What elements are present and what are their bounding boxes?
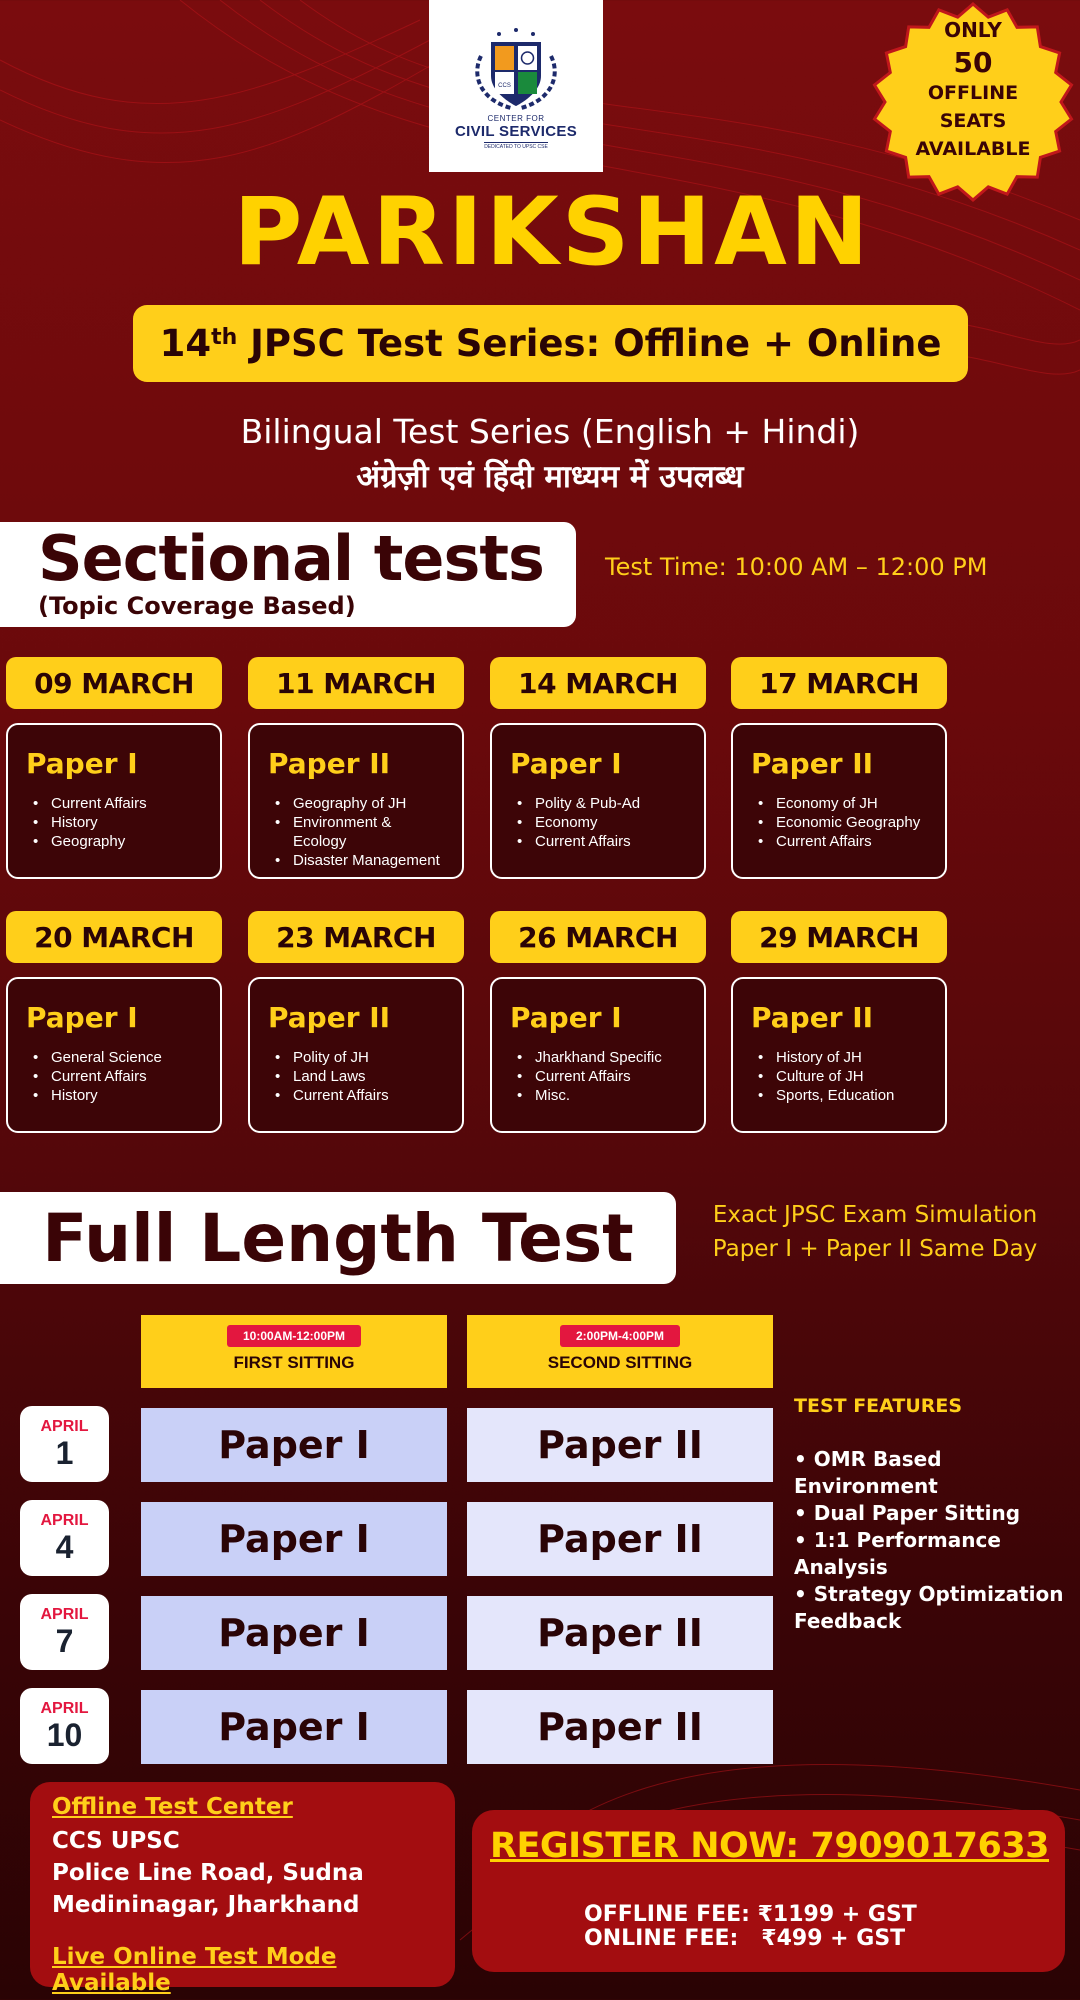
offline-center-box xyxy=(30,1782,455,1996)
card-topic: • Current Affairs xyxy=(26,1067,202,1086)
sectional-date-pill: 20 MARCH xyxy=(6,911,222,963)
second-sitting-time: 2:00PM-4:00PM xyxy=(560,1325,680,1347)
card-topic: • History of JH xyxy=(751,1048,927,1067)
logo-tagline: DEDICATED TO UPSC CSE xyxy=(484,144,548,150)
exact-line-2: Paper I + Paper II Same Day xyxy=(712,1236,1038,1262)
card-topic: • Disaster Management xyxy=(268,851,444,870)
calendar-month: APRIL xyxy=(40,1700,89,1717)
calendar-date xyxy=(20,1688,109,1764)
series-superscript: th xyxy=(211,325,238,350)
seats-seal-text xyxy=(855,18,1080,163)
full-length-heading xyxy=(0,1192,676,1284)
feature-item: • 1:1 Performance Analysis xyxy=(794,1528,1001,1579)
card-topic: • Economy xyxy=(510,813,686,832)
logo xyxy=(429,0,603,172)
card-topic: • Economy of JH xyxy=(751,794,927,813)
calendar-day: 10 xyxy=(46,1717,83,1753)
card-topic: • Land Laws xyxy=(268,1067,444,1086)
exact-line-1: Exact JPSC Exam Simulation xyxy=(712,1202,1038,1228)
card-paper-title: Paper I xyxy=(510,1001,622,1034)
calendar-day: 7 xyxy=(55,1623,74,1659)
card-topic-list xyxy=(751,1048,927,1105)
card-topic: • History xyxy=(26,813,202,832)
card-topic: • Sports, Education xyxy=(751,1086,927,1105)
first-sitting-time: 10:00AM-12:00PM xyxy=(227,1325,361,1347)
series-number: 14 xyxy=(159,322,212,365)
first-sitting-label: FIRST SITTING xyxy=(233,1353,355,1372)
card-topic: • Economic Geography xyxy=(751,813,927,832)
sectional-test-card xyxy=(731,723,947,879)
card-topic: • Culture of JH xyxy=(751,1067,927,1086)
seal-seats: SEATS xyxy=(939,110,1007,132)
card-topic: • General Science xyxy=(26,1048,202,1067)
center-address-2: Medininagar, Jharkhand xyxy=(52,1892,360,1918)
calendar-day: 4 xyxy=(55,1529,74,1565)
sectional-test-card xyxy=(490,977,706,1133)
calendar-day: 1 xyxy=(55,1435,74,1471)
full-length-title: Full Length Test xyxy=(42,1200,634,1277)
offline-fee: OFFLINE FEE: ₹1199 + GST xyxy=(584,1902,917,1927)
card-topic: • Current Affairs xyxy=(751,832,927,851)
card-topic: • History xyxy=(26,1086,202,1105)
feature-item: • Strategy Optimization Feedback xyxy=(794,1582,1064,1633)
second-sitting-label: SECOND SITTING xyxy=(547,1353,693,1372)
card-topic-list xyxy=(268,794,444,870)
sectional-test-card xyxy=(248,977,464,1133)
card-topic: • Polity & Pub-Ad xyxy=(510,794,686,813)
second-sitting-paper: Paper II xyxy=(467,1502,773,1576)
card-paper-title: Paper II xyxy=(751,1001,874,1034)
card-topic-list xyxy=(751,794,927,851)
card-paper-title: Paper I xyxy=(510,747,622,780)
first-sitting-paper: Paper I xyxy=(141,1596,447,1670)
seal-only: ONLY xyxy=(944,18,1002,42)
sectional-date-pill: 17 MARCH xyxy=(731,657,947,709)
sectional-test-card xyxy=(490,723,706,879)
sectional-title: Sectional tests xyxy=(38,522,544,595)
test-features-list xyxy=(794,1446,1074,1635)
second-sitting-paper: Paper II xyxy=(467,1690,773,1764)
sectional-test-card xyxy=(248,723,464,879)
sectional-date-pill: 11 MARCH xyxy=(248,657,464,709)
card-paper-title: Paper II xyxy=(268,1001,391,1034)
calendar-month: APRIL xyxy=(40,1512,89,1529)
card-topic-list xyxy=(26,794,202,851)
seal-number: 50 xyxy=(953,46,993,79)
center-address-1: Police Line Road, Sudna xyxy=(52,1860,364,1886)
sectional-test-card xyxy=(731,977,947,1133)
online-mode-link[interactable]: Live Online Test Mode Available xyxy=(52,1944,337,1996)
sectional-tests-heading xyxy=(0,522,576,627)
sectional-date-pill: 23 MARCH xyxy=(248,911,464,963)
exam-simulation-text xyxy=(680,1198,1070,1266)
feature-item: • OMR Based Environment xyxy=(794,1447,942,1498)
card-topic-list xyxy=(510,794,686,851)
bilingual-text: Bilingual Test Series (English + Hindi) xyxy=(240,412,860,451)
card-topic: • Geography of JH xyxy=(268,794,444,813)
sectional-date-pill: 26 MARCH xyxy=(490,911,706,963)
logo-center-for: CENTER FOR xyxy=(487,114,545,123)
sectional-test-card xyxy=(6,723,222,879)
feature-item: • Dual Paper Sitting xyxy=(794,1501,1021,1525)
first-sitting-header xyxy=(141,1315,447,1388)
calendar-date xyxy=(20,1594,109,1670)
card-paper-title: Paper II xyxy=(268,747,391,780)
card-topic: • Current Affairs xyxy=(268,1086,444,1105)
emblem-ccs-text: CCS xyxy=(498,83,511,89)
hindi-text: अंग्रेज़ी एवं हिंदी माध्यम में उपलब्ध xyxy=(356,459,744,495)
test-features-heading: TEST FEATURES xyxy=(794,1395,963,1417)
card-topic: • Polity of JH xyxy=(268,1048,444,1067)
calendar-month: APRIL xyxy=(40,1418,89,1435)
card-topic-list xyxy=(26,1048,202,1105)
sectional-test-card xyxy=(6,977,222,1133)
test-time: Test Time: 10:00 AM – 12:00 PM xyxy=(605,553,988,581)
card-topic: • Current Affairs xyxy=(510,832,686,851)
sectional-date-pill: 09 MARCH xyxy=(6,657,222,709)
card-paper-title: Paper I xyxy=(26,1001,138,1034)
seal-available: AVAILABLE xyxy=(915,138,1031,160)
center-name: CCS UPSC xyxy=(52,1828,180,1854)
card-paper-title: Paper II xyxy=(751,747,874,780)
register-now-link[interactable]: REGISTER NOW: 7909017633 xyxy=(490,1826,1050,1866)
card-topic: • Jharkhand Specific xyxy=(510,1048,686,1067)
second-sitting-paper: Paper II xyxy=(467,1596,773,1670)
card-topic-list xyxy=(268,1048,444,1105)
card-topic: • Geography xyxy=(26,832,202,851)
seal-offline: OFFLINE xyxy=(927,82,1019,104)
second-sitting-header xyxy=(467,1315,773,1388)
sectional-date-pill: 14 MARCH xyxy=(490,657,706,709)
second-sitting-paper: Paper II xyxy=(467,1408,773,1482)
card-topic: • Current Affairs xyxy=(26,794,202,813)
calendar-date xyxy=(20,1406,109,1482)
first-sitting-paper: Paper I xyxy=(141,1502,447,1576)
calendar-month: APRIL xyxy=(40,1606,89,1623)
offline-center-link[interactable]: Offline Test Center xyxy=(52,1794,293,1820)
sectional-subtitle: (Topic Coverage Based) xyxy=(38,592,356,620)
ccs-emblem-icon xyxy=(461,26,571,112)
first-sitting-paper: Paper I xyxy=(141,1690,447,1764)
series-pill xyxy=(133,305,968,382)
card-topic: • Environment & Ecology xyxy=(268,813,444,851)
page-title: PARIKSHAN xyxy=(233,178,872,287)
sectional-date-pill: 29 MARCH xyxy=(731,911,947,963)
online-fee: ONLINE FEE: ₹499 + GST xyxy=(584,1926,906,1951)
series-title: JPSC Test Series: Offline + Online xyxy=(237,322,942,365)
first-sitting-paper: Paper I xyxy=(141,1408,447,1482)
card-paper-title: Paper I xyxy=(26,747,138,780)
logo-civil-services: CIVIL SERVICES xyxy=(454,123,578,140)
card-topic: • Current Affairs xyxy=(510,1067,686,1086)
card-topic-list xyxy=(510,1048,686,1105)
register-box xyxy=(472,1810,1065,1972)
card-topic: • Misc. xyxy=(510,1086,686,1105)
calendar-date xyxy=(20,1500,109,1576)
